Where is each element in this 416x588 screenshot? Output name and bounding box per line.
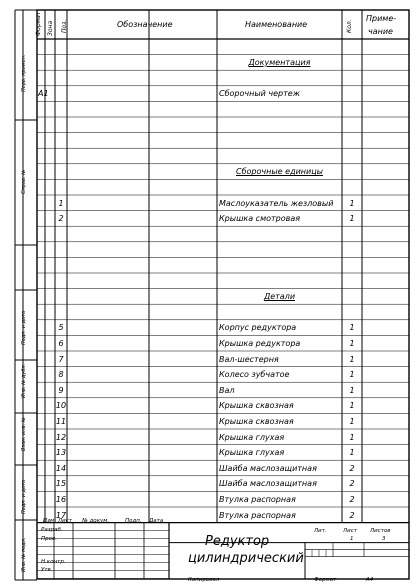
tb-listov-label: Листов	[370, 528, 391, 534]
tb-n-kontr: Н.контр.	[41, 559, 66, 565]
row-name: Крышка сквозная	[219, 416, 294, 426]
row-pos: 2	[58, 214, 64, 224]
tb-prov: Пров.	[41, 536, 57, 542]
tb-razrab: Разраб.	[41, 527, 63, 533]
row-name: Шайба маслозащитная	[219, 463, 317, 473]
header-zone: Зона	[47, 20, 54, 36]
row-qty: 2	[349, 494, 355, 504]
row-pos: 9	[58, 385, 64, 395]
row-pos: 14	[55, 463, 67, 473]
section-heading: Детали	[263, 292, 296, 302]
row-name: Маслоуказатель жезловый	[219, 198, 334, 208]
row-qty: 1	[349, 432, 355, 442]
row-name: Крышка редуктора	[219, 338, 301, 348]
row-qty: 2	[349, 510, 355, 520]
row-pos: 15	[55, 479, 67, 489]
side-label-inv-dubl: Инв. № дубл.	[21, 363, 27, 398]
row-name: Корпус редуктора	[219, 323, 297, 333]
tb-title-line1: Редуктор	[205, 534, 270, 549]
row-qty: 1	[349, 354, 355, 364]
row-name: Вал-шестерня	[219, 354, 279, 364]
side-label-podp-data-2: Подп. и дата	[21, 479, 27, 514]
row-pos: 17	[55, 510, 67, 520]
footer-format-value: А4	[366, 577, 374, 583]
row-qty: 2	[349, 479, 355, 489]
row-pos: 6	[58, 338, 64, 348]
row-pos: 12	[55, 432, 67, 442]
row-pos: 8	[58, 370, 64, 380]
tb-list-label: Лист	[343, 528, 357, 534]
row-pos: 11	[55, 416, 67, 426]
footer-format-label: Формат	[314, 577, 337, 583]
tb-utv: Утв.	[41, 567, 53, 573]
row-name: Колесо зубчатое	[219, 370, 290, 380]
side-label-vzam-inv: Взам. инв. №	[21, 417, 27, 451]
tb-col-docnum: № докум.	[82, 518, 110, 524]
footer-kopiroval: Копировал	[188, 577, 220, 583]
side-label-inv-podl: Инв. № подл.	[21, 537, 27, 572]
row-format: А1	[38, 89, 49, 99]
row-pos: 5	[58, 323, 64, 333]
tb-col-data: Дата	[149, 518, 164, 524]
side-label-podp-data-1: Подп. и дата	[21, 310, 27, 345]
row-name: Сборочный чертеж	[219, 89, 300, 99]
header-format: Формат	[35, 11, 42, 36]
row-pos: 16	[55, 494, 67, 504]
header-name: Наименование	[245, 20, 308, 29]
tb-col-podp: Подп.	[125, 518, 142, 524]
tb-title-line2: цилиндрический	[188, 551, 304, 566]
tb-listov-value: 3	[382, 536, 386, 542]
row-qty: 1	[349, 385, 355, 395]
row-name: Крышка смотровая	[219, 214, 301, 224]
header-note-2: чание	[368, 27, 393, 36]
row-pos: 10	[55, 401, 67, 411]
side-label-perv-primen: Перв. примен.	[21, 54, 27, 92]
row-pos: 7	[58, 354, 64, 364]
section-heading: Сборочные единицы	[236, 167, 323, 177]
row-name: Вал	[219, 385, 235, 395]
section-heading: Документация	[248, 58, 311, 68]
tb-lit-label: Лит.	[314, 528, 327, 534]
tb-list-value: 1	[350, 536, 354, 542]
row-qty: 1	[349, 214, 355, 224]
row-qty: 1	[349, 416, 355, 426]
row-name: Втулка распорная	[219, 494, 296, 504]
header-designation: Обозначение	[117, 20, 173, 29]
row-qty: 1	[349, 401, 355, 411]
side-label-sprav: Справ. №	[21, 169, 27, 194]
row-name: Крышка глухая	[219, 448, 285, 458]
row-qty: 1	[349, 323, 355, 333]
tb-col-izm: Изм	[43, 518, 55, 524]
header-pos: Поз.	[61, 19, 68, 33]
row-qty: 1	[349, 198, 355, 208]
row-pos: 1	[58, 198, 64, 208]
row-name: Крышка глухая	[219, 432, 285, 442]
row-name: Крышка сквозная	[219, 401, 294, 411]
row-qty: 1	[349, 370, 355, 380]
tb-col-list: Лист	[58, 518, 72, 524]
row-qty: 1	[349, 338, 355, 348]
header-note-1: Приме-	[366, 14, 397, 23]
row-name: Втулка распорная	[219, 510, 296, 520]
row-pos: 13	[55, 448, 67, 458]
row-qty: 2	[349, 463, 355, 473]
row-name: Шайба маслозащитная	[219, 479, 317, 489]
row-qty: 1	[349, 448, 355, 458]
header-qty: Кол.	[346, 19, 353, 33]
